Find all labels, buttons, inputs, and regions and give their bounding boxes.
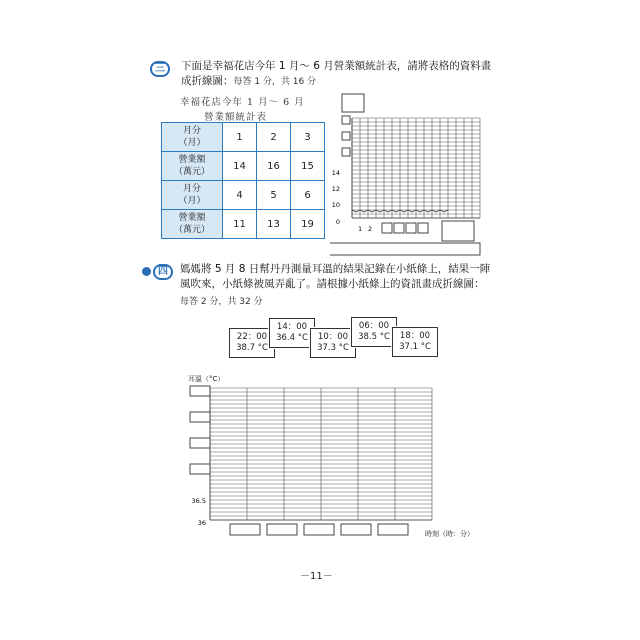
answer-blank[interactable] — [267, 524, 297, 535]
x-tick-label: 2 — [368, 225, 373, 233]
question-3-graph-grid — [330, 88, 490, 258]
x-tick-label: 1 — [358, 225, 363, 233]
question-3-line-2: 成折線圖： — [181, 75, 234, 87]
table-header-cell: 營業額 （萬元） — [162, 152, 223, 181]
question-4-graph-grid — [180, 382, 440, 557]
temperature-note: 10：00 37.3 °C — [310, 328, 356, 358]
y-tick-label: 36.5 — [191, 497, 206, 505]
temperature-note: 06：00 38.5 °C — [351, 317, 397, 347]
answer-blank[interactable] — [342, 94, 364, 112]
table-cell: 5 — [257, 181, 291, 210]
question-3-badge: 三 — [150, 61, 170, 77]
answer-blank[interactable] — [342, 116, 350, 124]
bullet-icon — [142, 267, 151, 276]
answer-blank[interactable] — [190, 412, 210, 422]
question-4-badge: 四 — [153, 264, 173, 280]
question-3-score: 每答 1 分，共 16 分 — [233, 77, 317, 87]
answer-blank[interactable] — [330, 243, 480, 255]
table-header-cell: 月分 （月） — [162, 181, 223, 210]
sales-table — [161, 122, 325, 239]
x-axis-label: 時刻（時：分） — [425, 530, 474, 538]
answer-blank[interactable] — [406, 223, 416, 233]
question-4-score: 每答 2 分，共 32 分 — [180, 297, 263, 307]
answer-blank[interactable] — [190, 386, 210, 396]
question-4-line-1: 媽媽將 5 月 8 日幫丹丹測量耳溫的結果記錄在小紙條上，結果一陣 — [180, 263, 491, 275]
table-header-cell: 營業額 （萬元） — [162, 210, 223, 239]
table-row — [162, 181, 325, 210]
table-row — [162, 123, 325, 152]
temperature-note: 22：00 38.7 °C — [229, 328, 275, 358]
answer-blank[interactable] — [304, 524, 334, 535]
question-3-text — [181, 59, 511, 90]
question-4-line-2: 風吹來，小紙條被風弄亂了。請根據小紙條上的資訊畫成折線圖： — [180, 278, 485, 290]
answer-blank[interactable] — [378, 524, 408, 535]
answer-blank[interactable] — [190, 464, 210, 474]
answer-blank[interactable] — [418, 223, 428, 233]
temperature-note: 14：00 36.4 °C — [269, 318, 315, 348]
answer-blank[interactable] — [342, 148, 350, 156]
table-cell: 19 — [291, 210, 325, 239]
table-title-line-1: 幸福花店今年 1 月～ 6 月 — [180, 97, 305, 108]
y-tick-label: 10 — [331, 201, 340, 209]
table-row — [162, 210, 325, 239]
y-tick-label: 14 — [331, 169, 340, 177]
answer-blank[interactable] — [190, 438, 210, 448]
table-header-cell: 月分 （月） — [162, 123, 223, 152]
table-cell: 13 — [257, 210, 291, 239]
y-tick-label: 36 — [197, 519, 206, 527]
answer-blank[interactable] — [342, 132, 350, 140]
answer-blank[interactable] — [230, 524, 260, 535]
table-row — [162, 152, 325, 181]
answer-blank[interactable] — [442, 221, 474, 241]
table-cell: 6 — [291, 181, 325, 210]
table-cell: 2 — [257, 123, 291, 152]
question-4-text — [180, 262, 510, 292]
table-cell: 4 — [223, 181, 257, 210]
table-cell: 1 — [223, 123, 257, 152]
y-tick-label: 0 — [335, 218, 340, 226]
answer-blank[interactable] — [394, 223, 404, 233]
table-cell: 16 — [257, 152, 291, 181]
page-number: －11－ — [300, 571, 333, 582]
answer-blank[interactable] — [382, 223, 392, 233]
table-cell: 14 — [223, 152, 257, 181]
answer-blank[interactable] — [341, 524, 371, 535]
question-3-line-1: 下面是幸福花店今年 1 月～ 6 月營業額統計表，請將表格的資料畫 — [181, 60, 492, 72]
table-cell: 11 — [223, 210, 257, 239]
table-title-line-2: 營業額統計表 — [204, 112, 268, 123]
y-axis-label: 耳溫（°C） — [188, 375, 225, 383]
table-cell: 3 — [291, 123, 325, 152]
table-cell: 15 — [291, 152, 325, 181]
temperature-note: 18：00 37.1 °C — [392, 327, 438, 357]
y-tick-label: 12 — [331, 185, 340, 193]
